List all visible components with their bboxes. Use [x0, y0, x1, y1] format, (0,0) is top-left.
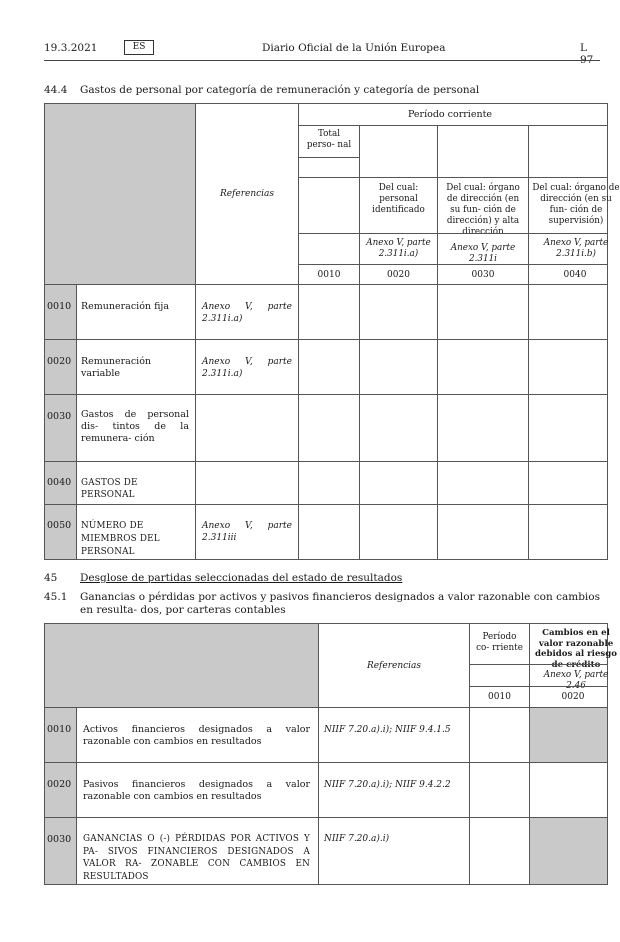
data-cell[interactable]	[298, 461, 360, 505]
table-row-code: 0030	[44, 817, 77, 885]
section-number: 44.4	[44, 84, 68, 96]
data-cell[interactable]	[298, 284, 360, 340]
data-cell[interactable]	[437, 504, 529, 560]
data-cell[interactable]	[298, 394, 360, 462]
col-code-0020: 0020	[529, 686, 608, 708]
table-row-label: NÚMERO DE MIEMBROS DEL PERSONAL	[76, 504, 196, 560]
data-cell-shaded	[529, 707, 608, 763]
col-0010-ref	[469, 664, 530, 687]
section-number: 45	[44, 572, 58, 584]
col-code-0010: 0010	[298, 264, 360, 285]
data-cell[interactable]	[469, 707, 530, 763]
table-row-label: Remuneración variable	[76, 339, 196, 395]
data-cell[interactable]	[298, 504, 360, 560]
data-cell[interactable]	[437, 461, 529, 505]
table-row-label: Gastos de personal dis- tintos de la remunera- ción	[76, 394, 196, 462]
table-row-code: 0050	[44, 504, 77, 560]
col-0040-top	[528, 125, 608, 178]
table-row-label: Pasivos financieros designados a valor razonable con cambios en resultados	[76, 762, 319, 818]
data-cell[interactable]	[469, 817, 530, 885]
table-row-code: 0010	[44, 707, 77, 763]
col-0030-top	[437, 125, 529, 178]
header-date: 19.3.2021	[44, 42, 98, 54]
table-row-ref	[195, 461, 299, 505]
col-total-sub1	[298, 157, 360, 178]
col-code-0020: 0020	[359, 264, 438, 285]
language-badge: ES	[124, 40, 154, 55]
col-0040-title: Del cual: órgano de dirección (en su fun- ción de supervisión)	[528, 177, 608, 234]
section-title: Desglose de partidas seleccionadas del estado de resultados	[80, 572, 403, 584]
data-cell[interactable]	[528, 504, 608, 560]
col-0020-title: Del cual: personal identificado	[359, 177, 438, 234]
table-header-blank	[44, 623, 319, 708]
col-0020-ref: Anexo V, parte 2.311i.a)	[359, 233, 438, 265]
table-row-label: Activos financieros designados a valor razonable con cambios en resultados	[76, 707, 319, 763]
data-cell[interactable]	[528, 339, 608, 395]
table-row-ref: Anexo V, parte 2.311iii	[195, 504, 299, 560]
table-row-ref	[195, 394, 299, 462]
references-header: Referencias	[195, 103, 299, 285]
data-cell-shaded	[529, 817, 608, 885]
journal-title: Diario Oficial de la Unión Europea	[262, 42, 446, 54]
col-0030-title: Del cual: órgano de dirección (en su fun- ción de dirección) y alta dirección	[437, 177, 529, 234]
data-cell[interactable]	[437, 284, 529, 340]
col-0020-ref: Anexo V, parte 2.46	[529, 664, 608, 687]
col-total-sub3	[298, 233, 360, 265]
table-row-ref: NIIF 7.20.a).i); NIIF 9.4.1.5	[318, 707, 470, 763]
data-cell[interactable]	[359, 284, 438, 340]
table-row-code: 0020	[44, 762, 77, 818]
data-cell[interactable]	[528, 394, 608, 462]
section-title: Ganancias o pérdidas por activos y pasivos financieros designados a valor razonable con cambios en resulta- dos, por carteras contables	[80, 591, 600, 616]
references-header: Referencias	[318, 623, 470, 708]
data-cell[interactable]	[298, 339, 360, 395]
data-cell[interactable]	[359, 461, 438, 505]
col-code-0040: 0040	[528, 264, 608, 285]
col-0010-title: Período co- rriente	[469, 623, 530, 665]
data-cell[interactable]	[528, 461, 608, 505]
section-title: Gastos de personal por categoría de remuneración y categoría de personal	[80, 84, 480, 96]
data-cell[interactable]	[529, 762, 608, 818]
period-header: Período corriente	[298, 103, 608, 126]
col-0020-title: Cambios en el valor razonable debidos al riesgo de crédito	[529, 623, 608, 665]
table-header-blank	[44, 103, 196, 285]
page-number: L 97	[580, 42, 594, 66]
data-cell[interactable]	[359, 339, 438, 395]
table-row-ref: NIIF 7.20.a).i)	[318, 817, 470, 885]
table-row-label: Remuneración fija	[76, 284, 196, 340]
col-0040-ref: Anexo V, parte 2.311i.b)	[528, 233, 608, 265]
data-cell[interactable]	[437, 394, 529, 462]
table-row-code: 0010	[44, 284, 77, 340]
table-row-ref: Anexo V, parte 2.311i.a)	[195, 284, 299, 340]
table-row-ref: Anexo V, parte 2.311i.a)	[195, 339, 299, 395]
data-cell[interactable]	[359, 394, 438, 462]
table-row-code: 0030	[44, 394, 77, 462]
section-number: 45.1	[44, 591, 68, 603]
col-total-sub2	[298, 177, 360, 234]
data-cell[interactable]	[359, 504, 438, 560]
data-cell[interactable]	[469, 762, 530, 818]
col-code-0010: 0010	[469, 686, 530, 708]
data-cell[interactable]	[437, 339, 529, 395]
table-row-code: 0020	[44, 339, 77, 395]
table-row-label: GASTOS DE PERSONAL	[76, 461, 196, 505]
col-0030-ref: Anexo V, parte 2.311i	[437, 233, 529, 265]
table-row-label: GANANCIAS O (-) PÉRDIDAS POR ACTIVOS Y PA- SIVOS FINANCIEROS DESIGNADOS A VALOR RA- ZONABLE CON CAMBIOS EN RESULTADOS	[76, 817, 319, 885]
header-rule	[44, 60, 600, 61]
col-total-header: Total perso- nal	[298, 125, 360, 158]
col-0020-top	[359, 125, 438, 178]
table-row-code: 0040	[44, 461, 77, 505]
col-code-0030: 0030	[437, 264, 529, 285]
data-cell[interactable]	[528, 284, 608, 340]
table-row-ref: NIIF 7.20.a).i); NIIF 9.4.2.2	[318, 762, 470, 818]
